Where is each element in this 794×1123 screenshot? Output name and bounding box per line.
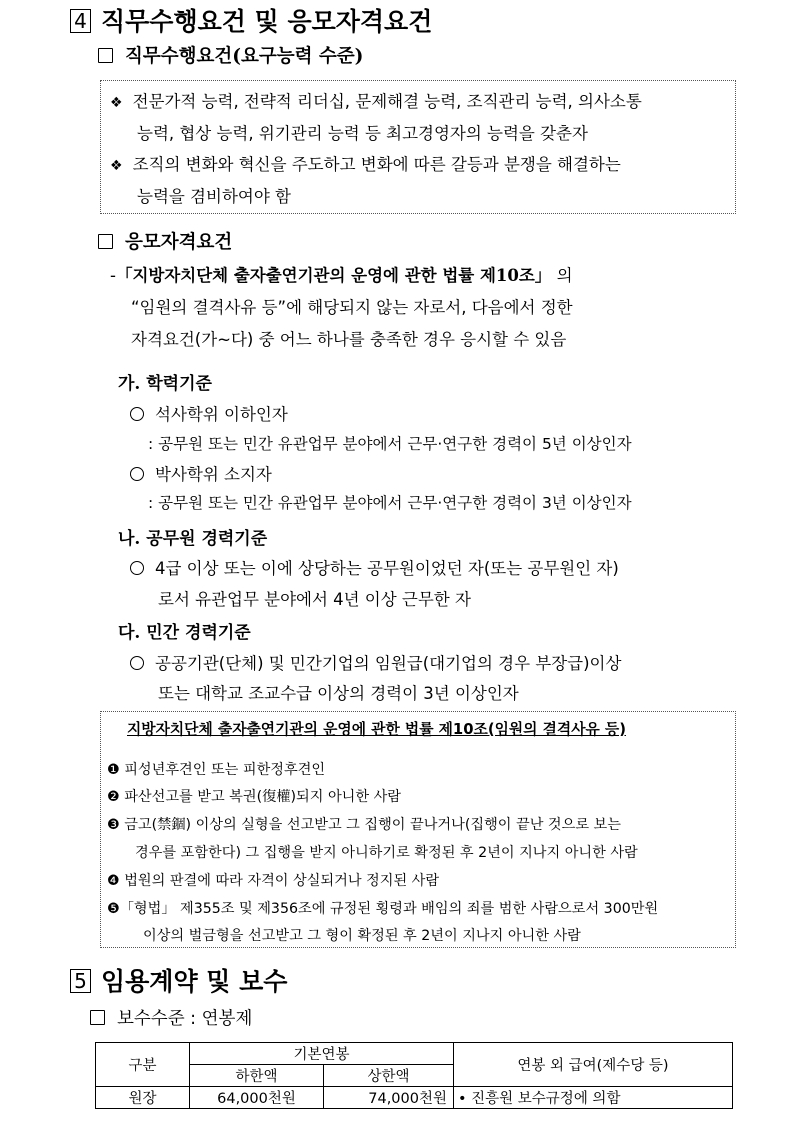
section-4-title: 직무수행요건 및 응모자격요건 bbox=[101, 7, 433, 36]
duty-bullet-1-line-1: ❖ 전문가적 능력, 전략적 리더십, 문제해결 능력, 조직관리 능력, 의사소통 bbox=[110, 92, 642, 111]
section-4-heading bbox=[70, 2, 432, 38]
criteria-education-item-1-note: : 공무원 또는 민간 유관업무 분야에서 근무·연구한 경력이 5년 이상인자 bbox=[148, 435, 632, 453]
qualification-heading: 응모자격요건 bbox=[98, 228, 232, 254]
criteria-education-item-1: 석사학위 이하인자 bbox=[130, 401, 288, 425]
table-cell-max: 74,000천원 bbox=[324, 1087, 454, 1109]
criteria-education-item-2-note: : 공무원 또는 민간 유관업무 분야에서 근무·연구한 경력이 3년 이상인자 bbox=[148, 494, 632, 512]
pay-table bbox=[95, 1042, 733, 1109]
section-number-box: 4 bbox=[70, 9, 91, 33]
criteria-education-title: 가. 학력기준 bbox=[118, 374, 212, 394]
criteria-private-career-title: 다. 민간 경력기준 bbox=[118, 623, 251, 643]
table-header-max: 상한액 bbox=[324, 1065, 454, 1087]
table-cell-other: • 진흥원 보수규정에 의함 bbox=[454, 1087, 733, 1109]
section-5-title: 임용계약 및 보수 bbox=[101, 967, 288, 996]
qualification-intro-line-3: 자격요건(가~다) 중 어느 하나를 충족한 경우 응시할 수 있음 bbox=[131, 330, 567, 349]
law-item-3-line-1: ❸ 금고(禁錮) 이상의 실형을 선고받고 그 집행이 끝나거나(집행이 끝난 것으로 보는 bbox=[107, 817, 621, 833]
duty-heading: 직무수행요건(요구능력 수준) bbox=[98, 42, 363, 68]
law-reference: 「지방자치단체 출자출연기관의 운영에 관한 법률 제10조」 bbox=[115, 266, 552, 285]
table-cell-role: 원장 bbox=[96, 1087, 190, 1109]
diamond-bullet-icon: ❖ bbox=[110, 158, 123, 174]
criteria-private-career-item-line-1: 공공기관(단체) 및 민간기업의 임원급(대기업의 경우 부장급)이상 bbox=[130, 650, 621, 674]
law-box-title: 지방자치단체 출자출연기관의 운영에 관한 법률 제10조(임원의 결격사유 등) bbox=[127, 721, 626, 738]
law-item-5-line-1: ❺「형법」 제355조 및 제356조에 규정된 횡령과 배임의 죄를 범한 사람으로서 300만원 bbox=[107, 901, 659, 917]
pay-heading: 보수수준 : 연봉제 bbox=[90, 1005, 252, 1030]
circle-bullet-icon bbox=[130, 656, 144, 670]
table-header-other-pay: 연봉 외 급여(제수당 등) bbox=[454, 1043, 733, 1087]
checkbox-square-icon bbox=[98, 234, 113, 249]
diamond-bullet-icon: ❖ bbox=[110, 95, 123, 111]
criteria-education-item-2: 박사학위 소지자 bbox=[130, 461, 272, 485]
circle-bullet-icon bbox=[130, 407, 144, 421]
qualification-intro-line-1: -「지방자치단체 출자출연기관의 운영에 관한 법률 제10조」 의 bbox=[110, 266, 573, 285]
law-item-1: ❶ 피성년후견인 또는 피한정후견인 bbox=[107, 762, 326, 778]
checkbox-square-icon bbox=[98, 48, 113, 63]
duty-bullet-2-line-1: ❖ 조직의 변화와 혁신을 주도하고 변화에 따른 갈등과 분쟁을 해결하는 bbox=[110, 155, 621, 174]
law-item-4: ❹ 법원의 판결에 따라 자격이 상실되거나 정지된 사람 bbox=[107, 873, 440, 889]
table-row bbox=[96, 1087, 733, 1109]
circle-bullet-icon bbox=[130, 467, 144, 481]
checkbox-square-icon bbox=[90, 1010, 105, 1025]
table-header-min: 하한액 bbox=[190, 1065, 324, 1087]
law-item-2: ❷ 파산선고를 받고 복권(復權)되지 아니한 사람 bbox=[107, 789, 401, 805]
criteria-private-career-item-line-2: 또는 대학교 조교수급 이상의 경력이 3년 이상인자 bbox=[158, 684, 519, 703]
qualification-intro-line-2: “임원의 결격사유 등”에 해당되지 않는 자로서, 다음에서 정한 bbox=[131, 298, 573, 317]
table-header-category: 구분 bbox=[96, 1043, 190, 1087]
duty-bullet-1-line-2: 능력, 협상 능력, 위기관리 능력 등 최고경영자의 능력을 갖춘자 bbox=[137, 124, 588, 143]
section-5-heading bbox=[70, 962, 287, 998]
table-header-base-salary: 기본연봉 bbox=[190, 1043, 454, 1065]
law-item-3-line-2: 경우를 포함한다) 그 집행을 받지 아니하기로 확정된 후 2년이 지나지 아니한 사람 bbox=[135, 845, 638, 861]
criteria-public-career-item-line-1: 4급 이상 또는 이에 상당하는 공무원이었던 자(또는 공무원인 자) bbox=[130, 555, 619, 579]
section-number-box: 5 bbox=[70, 969, 91, 993]
circle-bullet-icon bbox=[130, 561, 144, 575]
table-cell-min: 64,000천원 bbox=[190, 1087, 324, 1109]
criteria-public-career-item-line-2: 로서 유관업무 분야에서 4년 이상 근무한 자 bbox=[158, 590, 471, 609]
law-item-5-line-2: 이상의 벌금형을 선고받고 그 형이 확정된 후 2년이 지나지 아니한 사람 bbox=[143, 928, 581, 944]
duty-bullet-2-line-2: 능력을 겸비하여야 함 bbox=[137, 187, 291, 206]
criteria-public-career-title: 나. 공무원 경력기준 bbox=[118, 529, 268, 549]
